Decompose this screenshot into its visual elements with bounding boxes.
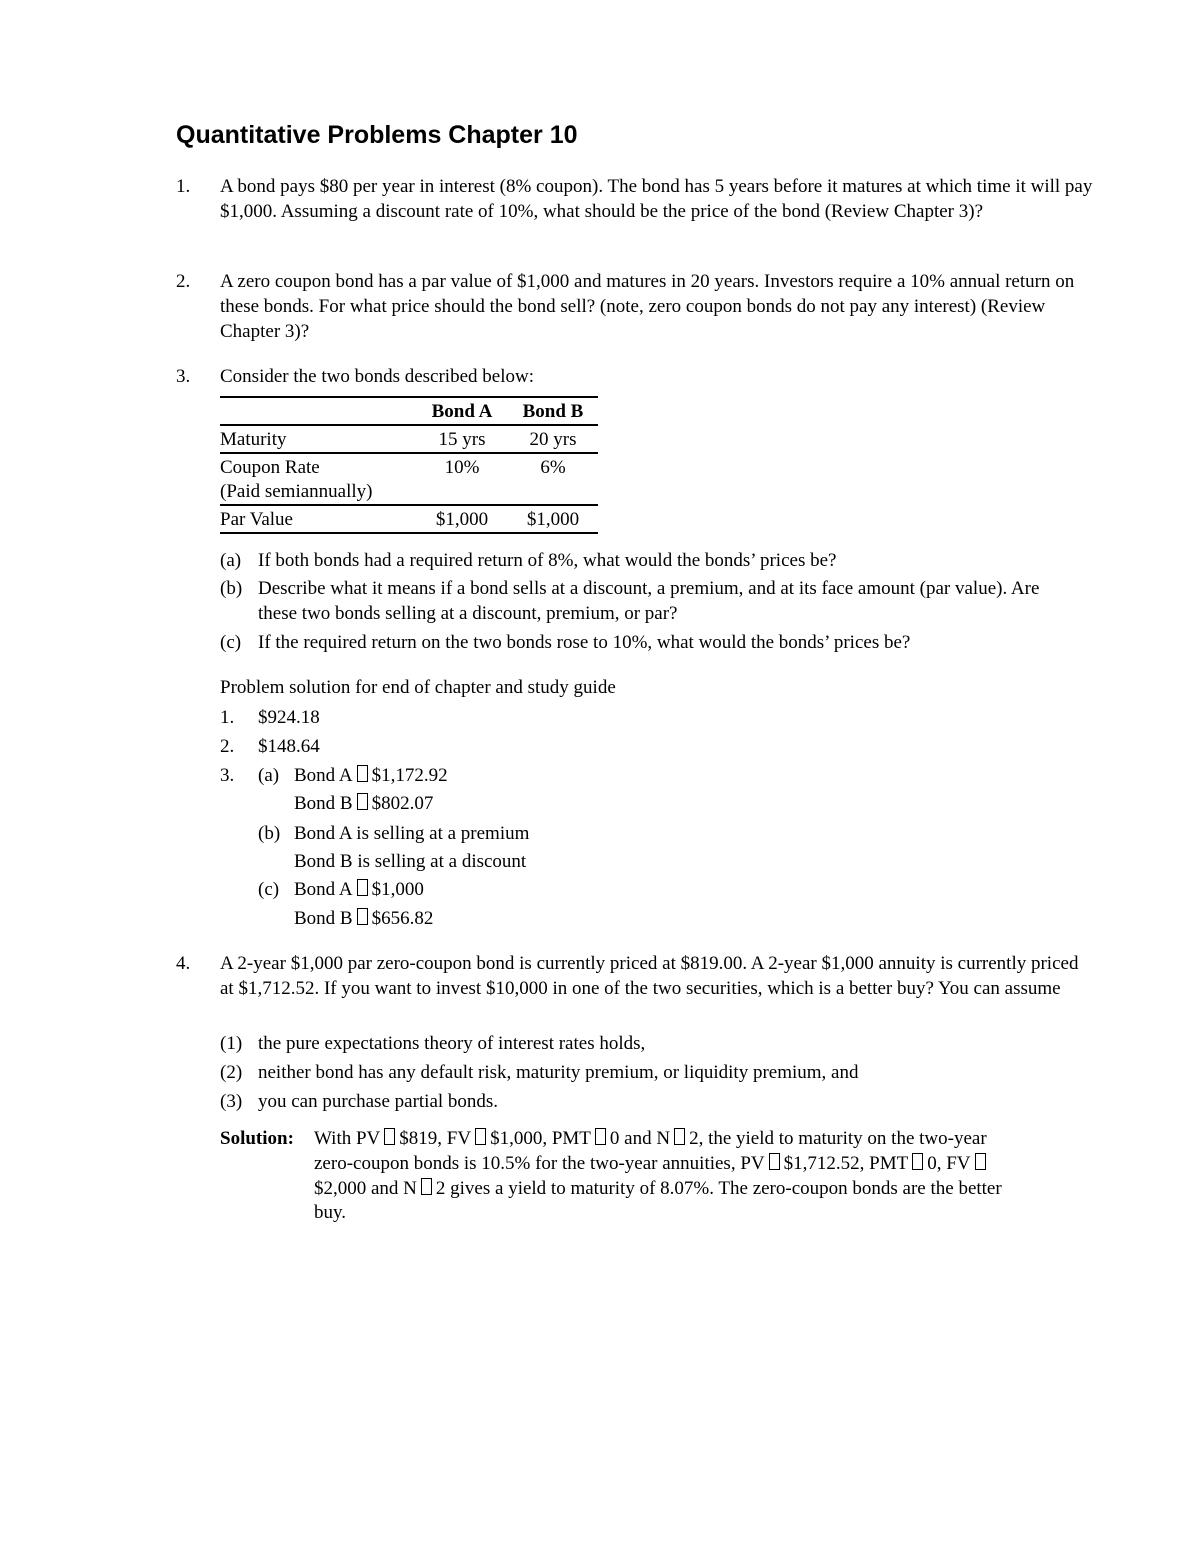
table-header-row xyxy=(220,397,598,425)
part-a-label: (a) xyxy=(220,550,242,571)
assumption-1-text: the pure expectations theory of interest rates holds, xyxy=(258,1033,646,1054)
assumption-2-label: (2) xyxy=(220,1062,243,1083)
problem-3-number: 3. xyxy=(176,366,191,387)
answer-2-number: 2. xyxy=(220,736,235,757)
answer-1-number: 1. xyxy=(220,707,235,728)
missing-glyph-icon xyxy=(357,793,368,810)
maturity-bond-a: 15 yrs xyxy=(416,425,508,453)
missing-glyph-icon xyxy=(674,1128,685,1145)
problem-1-text: A bond pays $80 per year in interest (8% coupon). The bond has 5 years before it matures at which time it will pay $1,000. Assuming a discount rate of 10%, what should be the price of the bond (Review Chapter 3)? xyxy=(220,176,1093,222)
answer-3a-line2: Bond B $802.07 xyxy=(294,793,434,814)
solution-line-3: $2,000 and N 2 gives a yield to maturity of 8.07%. The zero-coupon bonds are the better xyxy=(314,1178,1002,1199)
part-c-text: If the required return on the two bonds rose to 10%, what would the bonds’ prices be? xyxy=(258,632,911,653)
coupon-label xyxy=(220,453,416,505)
answer-3b-label: (b) xyxy=(258,823,281,844)
table-header-blank xyxy=(220,397,416,425)
missing-glyph-icon xyxy=(912,1153,923,1170)
table-header-bond-b: Bond B xyxy=(508,397,598,425)
bond-comparison-table xyxy=(220,396,598,534)
table-row xyxy=(220,505,598,533)
answers-heading: Problem solution for end of chapter and study guide xyxy=(220,677,616,698)
solution-label: Solution: xyxy=(220,1128,294,1149)
missing-glyph-icon xyxy=(357,908,368,925)
missing-glyph-icon xyxy=(357,879,368,896)
part-c-label: (c) xyxy=(220,632,242,653)
part-a-text: If both bonds had a required return of 8%, what would the bonds’ prices be? xyxy=(258,550,837,571)
answer-3a-label: (a) xyxy=(258,765,280,786)
solution-line-4: buy. xyxy=(314,1202,347,1223)
solution-line-1: With PV $819, FV $1,000, PMT 0 and N 2, the yield to maturity on the two-year xyxy=(314,1128,987,1149)
answer-3a-line1: Bond A $1,172.92 xyxy=(294,765,448,786)
missing-glyph-icon xyxy=(357,765,368,782)
problem-3-text: Consider the two bonds described below: xyxy=(220,366,534,387)
par-bond-b: $1,000 xyxy=(508,505,598,533)
answer-3b-line1: Bond A is selling at a premium xyxy=(294,823,530,844)
answer-3-number: 3. xyxy=(220,765,235,786)
coupon-label-line2: (Paid semiannually) xyxy=(220,481,373,502)
solution-line-2: zero-coupon bonds is 10.5% for the two-year annuities, PV $1,712.52, PMT 0, FV xyxy=(314,1151,1104,1176)
answer-3c-label: (c) xyxy=(258,879,280,900)
par-bond-a: $1,000 xyxy=(416,505,508,533)
problem-4-number: 4. xyxy=(176,953,191,974)
missing-glyph-icon xyxy=(475,1128,486,1145)
table-row xyxy=(220,453,598,505)
missing-glyph-icon xyxy=(595,1128,606,1145)
assumption-2-text: neither bond has any default risk, maturity premium, or liquidity premium, and xyxy=(258,1062,859,1083)
part-b-label: (b) xyxy=(220,578,243,599)
maturity-bond-b: 20 yrs xyxy=(508,425,598,453)
missing-glyph-icon xyxy=(384,1128,395,1145)
missing-glyph-icon xyxy=(975,1153,986,1170)
part-b-text: Describe what it means if a bond sells at a discount, a premium, and at its face amount (par value). Are these two bonds selling at a discount, premium, or par? xyxy=(258,578,1040,624)
maturity-label: Maturity xyxy=(220,425,416,453)
assumption-1-label: (1) xyxy=(220,1033,243,1054)
table-row xyxy=(220,425,598,453)
problem-1-number: 1. xyxy=(176,176,191,197)
table-header-bond-a: Bond A xyxy=(416,397,508,425)
answer-3c-line1: Bond A $1,000 xyxy=(294,879,424,900)
answer-3b-line2: Bond B is selling at a discount xyxy=(294,851,527,872)
coupon-bond-b: 6% xyxy=(508,453,598,505)
problem-2-number: 2. xyxy=(176,271,191,292)
answer-2-value: $148.64 xyxy=(258,736,320,757)
answer-3c-line2: Bond B $656.82 xyxy=(294,908,434,929)
problem-2-text: A zero coupon bond has a par value of $1,000 and matures in 20 years. Investors require a 10% annual return on these bonds. For what price should the bond sell? (note, zero coupon bonds do not pay any interest) (Review Chapter 3)? xyxy=(220,271,1075,342)
answer-1-value: $924.18 xyxy=(258,707,320,728)
par-label: Par Value xyxy=(220,505,416,533)
assumption-3-text: you can purchase partial bonds. xyxy=(258,1091,499,1112)
assumption-3-label: (3) xyxy=(220,1091,243,1112)
problem-4-text: A 2-year $1,000 par zero-coupon bond is currently priced at $819.00. A 2-year $1,000 annuity is currently priced at $1,712.52. If you want to invest $10,000 in one of the two securities, which is a better buy? You can assume xyxy=(220,953,1079,999)
page-title: Quantitative Problems Chapter 10 xyxy=(176,121,578,149)
coupon-bond-a: 10% xyxy=(416,453,508,505)
coupon-label-line1: Coupon Rate xyxy=(220,457,320,478)
missing-glyph-icon xyxy=(421,1178,432,1195)
missing-glyph-icon xyxy=(769,1153,780,1170)
